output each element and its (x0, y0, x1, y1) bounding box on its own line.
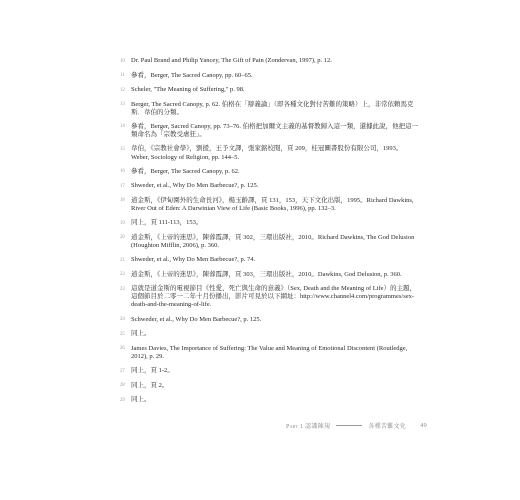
footer-divider (336, 425, 362, 426)
endnote (120, 396, 420, 405)
endnote-number: 18 (120, 198, 125, 204)
page-number: 49 (420, 422, 427, 429)
endnote (120, 219, 420, 228)
footer-section-title: 各種苦難文化 (368, 424, 407, 430)
endnote-text: Shweder, et al., Why Do Men Barbecue?, p. 125. (131, 182, 259, 190)
running-footer (286, 421, 427, 430)
endnote (120, 367, 420, 376)
endnote (120, 271, 420, 280)
endnote-number: 27 (120, 368, 125, 374)
endnote (120, 197, 420, 213)
endnote-number: 23 (120, 286, 125, 292)
endnote (120, 256, 420, 265)
endnote-text: 這就是道金斯的電視節目《性愛、死亡與生命的意義》（Sex, Death and the Meaning of Life）的主題，這個節目於二零一二年十月份播出，影片可見於以下網址：http://www.channel4.com/programmes/sex-death-and-the-meaning-of-life. (131, 285, 417, 309)
endnote-number: 22 (120, 272, 125, 278)
endnote (120, 86, 420, 95)
endnote-number: 16 (120, 169, 125, 175)
endnote-number: 24 (120, 317, 125, 323)
endnote-text: 道金斯，《上帝的迷思》，陳蓉霞譯，頁 303，三環出版社，2010。Dawkins, God Delusion, p. 360. (131, 270, 402, 278)
endnote-number: 13 (120, 102, 125, 107)
endnote-text: Shweder, et al., Why Do Men Barbecue?, p. 74. (131, 256, 256, 264)
endnote-number: 26 (120, 346, 125, 352)
endnote (120, 234, 420, 250)
endnote-number: 17 (120, 183, 125, 189)
endnote-text: 同上，頁 2。 (131, 381, 169, 389)
endnote (120, 330, 420, 339)
endnote-text: 韋伯，《宗教社會學》，劉援，王予文譯，張家銘校閱，頁 209，桂冠圖書股份有限公司，1993。Weber, Sociology of Religion, pp. 144–5. (131, 145, 403, 161)
endnote (120, 72, 420, 81)
endnote-text: James Davies, The Importance of Suffering: The Value and Meaning of Emotional Discontent (Routledge, 2012), p. 29. (131, 344, 409, 360)
endnote-number: 20 (120, 235, 125, 241)
endnote-number: 14 (120, 124, 125, 130)
endnote-number: 19 (120, 220, 125, 226)
endnote (120, 316, 420, 325)
endnote-text: 道金斯，《伊甸園外的生命長河》，楊玉齡譯，頁 131，153，天下文化出版，1995。Richard Dawkins, River Out of Eden: A Darwinian View of Life (Basic Books, 1996), pp. 132–3. (131, 196, 416, 212)
endnote-number: 21 (120, 257, 125, 263)
endnotes-list (120, 57, 420, 411)
endnote-number: 28 (120, 383, 125, 389)
endnote (120, 285, 420, 310)
endnote-text: 同上。 (131, 396, 151, 404)
endnote-text: 同上。 (131, 330, 151, 338)
endnote-number: 11 (120, 73, 125, 78)
endnote (120, 182, 420, 191)
endnote-number: 15 (120, 146, 125, 152)
endnote (120, 101, 420, 117)
endnote (120, 145, 420, 161)
endnote-number: 25 (120, 331, 125, 337)
endnote-text: 同上，頁 1-2。 (131, 367, 174, 375)
endnote-text: Scheler, "The Meaning of Suffering," p. 98. (131, 86, 245, 93)
endnote-text: Berger, The Sacred Canopy, p. 62. 伯格在「辯義論」（即各種文化對付苦難的策略）上，非常依賴馬克斯．韋伯的分類。 (131, 100, 414, 116)
endnote (120, 168, 420, 177)
endnote-number: 10 (120, 58, 125, 64)
footer-part-title: Part 1 認識陳規 (285, 424, 331, 430)
endnote-text: Dr. Paul Brand and Philip Yancey, The Gift of Pain (Zondervan, 1997), p. 12. (131, 57, 332, 64)
endnote (120, 382, 420, 391)
endnote (120, 345, 420, 361)
endnote-text: 參看，Berger, The Sacred Canopy, pp. 60–65. (131, 71, 253, 79)
endnote-text: 參看，Berger, Sacred Canopy, pp. 73–76. 伯格把加爾文主義的基督教歸入這一類，還據此說，他把這一類命名為「宗教受虐狂」。 (131, 122, 419, 139)
endnote-number: 29 (120, 397, 125, 403)
endnote-text: 道金斯，《上帝的迷思》，陳蓉霞譯，頁 302，三環出版社，2010。Richard Dawkins, The God Delusion (Houghton Mifflin, 2006), p. 360. (131, 233, 416, 249)
endnote (120, 57, 420, 66)
endnote-text: 參看，Berger, The Sacred Canopy, p. 62. (131, 167, 240, 175)
endnote (120, 123, 420, 139)
endnote-text: 同上，頁 111-113，153。 (131, 219, 203, 227)
endnote-number: 12 (120, 87, 125, 93)
endnote-text: Schweder, et al., Why Do Men Barbecue?, p. 125. (131, 315, 262, 323)
